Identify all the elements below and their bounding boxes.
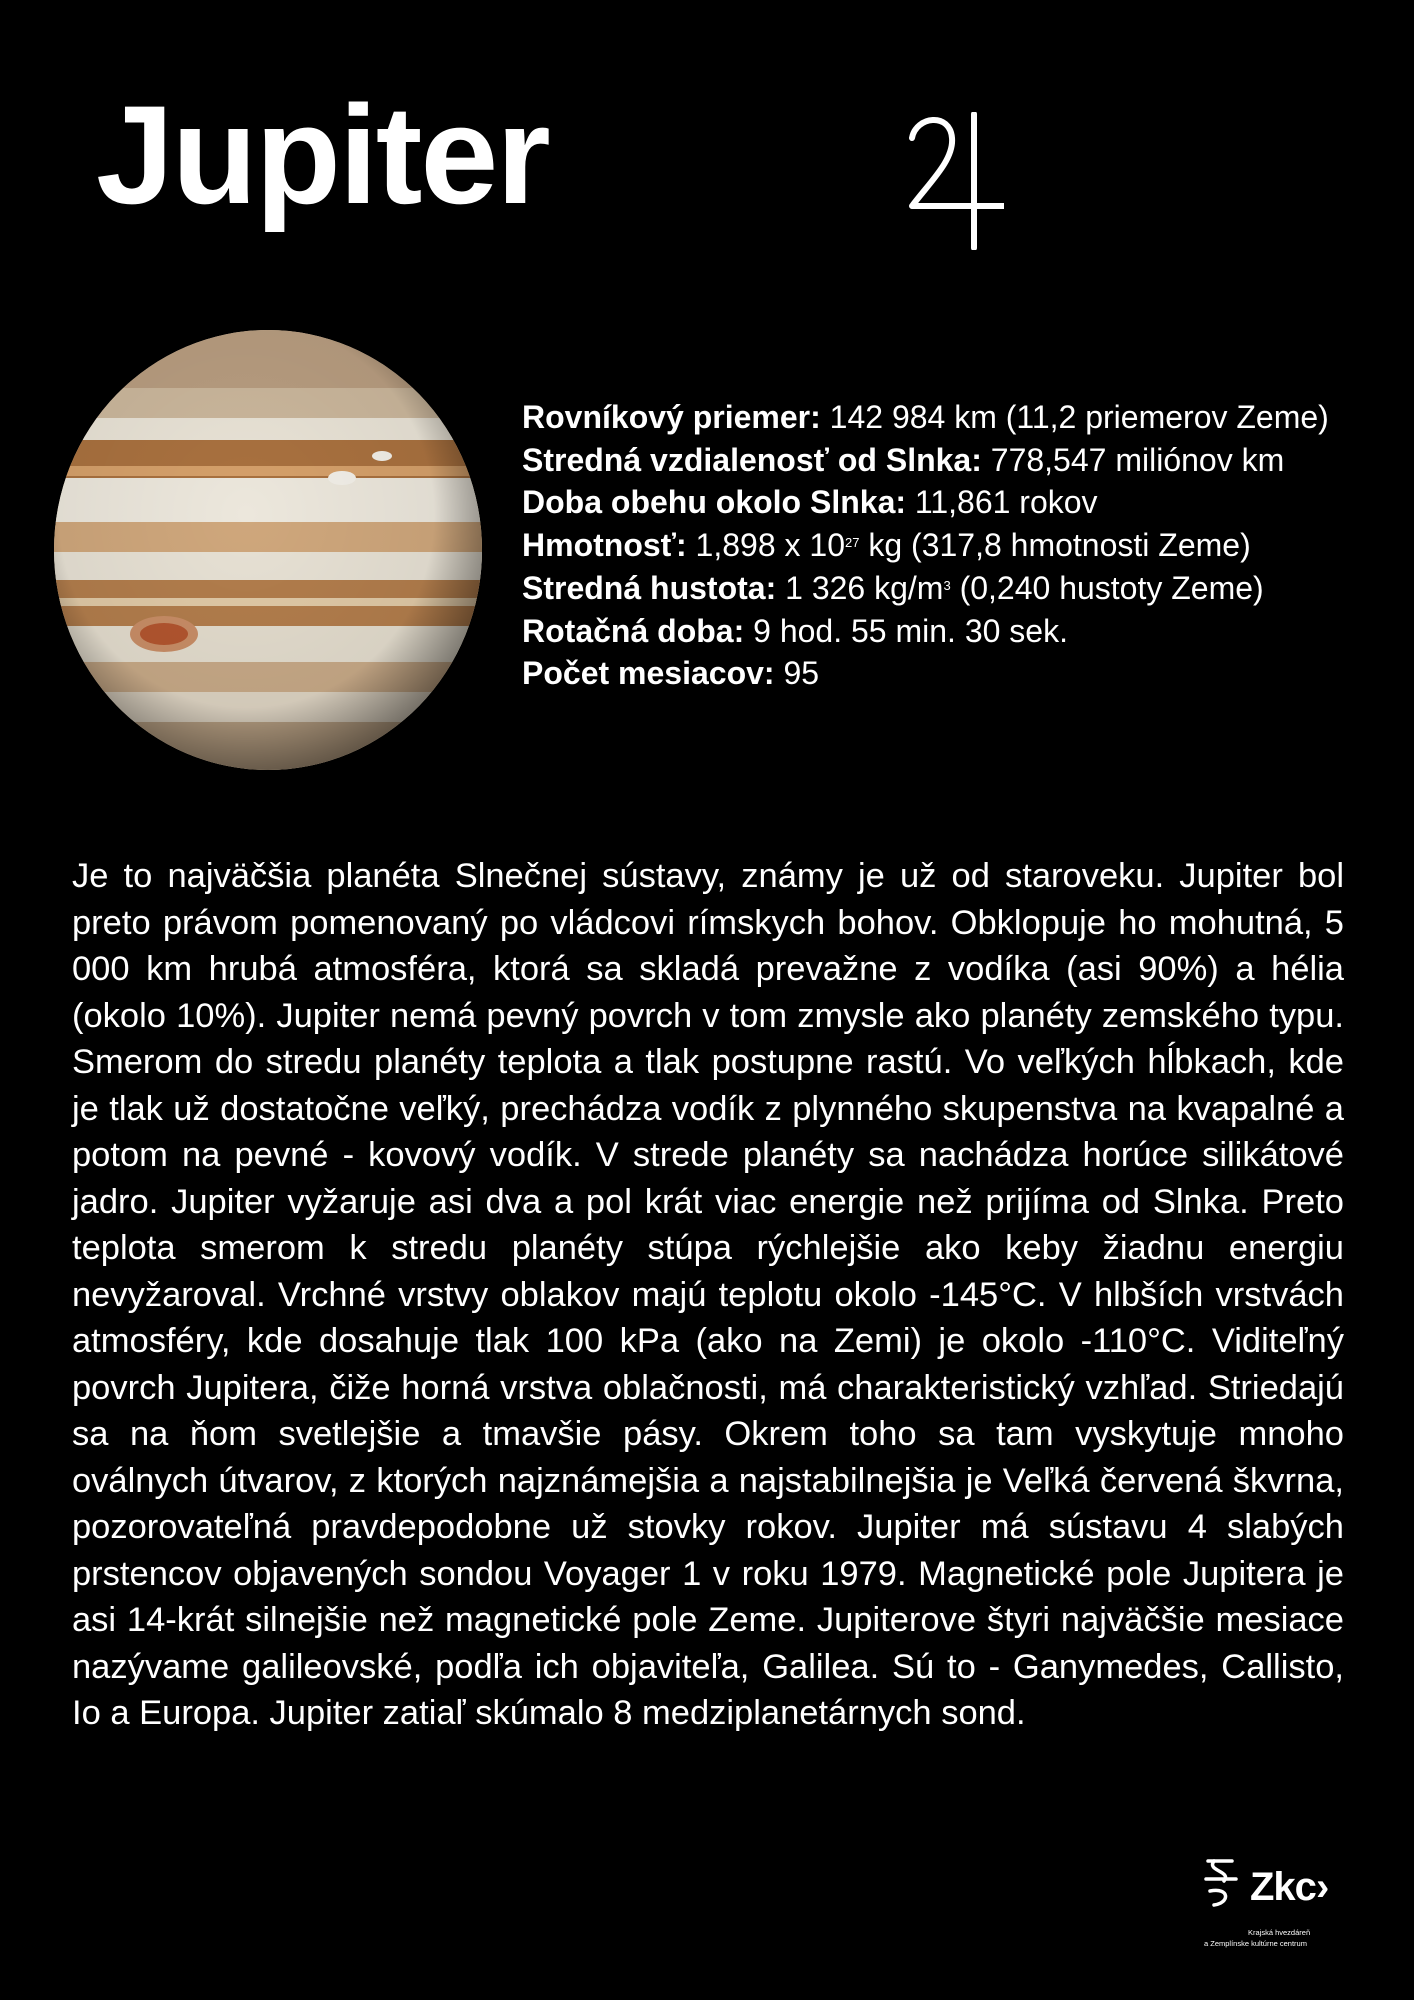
stat-value-exponent: 3: [943, 577, 951, 593]
stat-label: Stredná hustota:: [522, 569, 777, 606]
chevron-right-icon: ›: [1315, 1865, 1329, 1909]
stat-value-rest: kg (317,8 hmotnosti Zeme): [859, 527, 1251, 564]
stat-value-rest: (0,240 hustoty Zeme): [950, 569, 1264, 606]
stat-rotation-period: [522, 610, 1329, 653]
logo-subtitle-line1: Krajská hvezdáreň: [1248, 1928, 1311, 1937]
stat-moon-count: [522, 652, 1329, 695]
stat-mean-density: [522, 567, 1329, 610]
zkc-logo: [1202, 1857, 1342, 1953]
stat-label: Hmotnosť:: [522, 527, 687, 564]
stat-value: 142 984 km (11,2 priemerov Zeme): [820, 399, 1329, 435]
stat-orbital-period: [522, 481, 1329, 524]
stat-value: 95: [774, 655, 820, 692]
stat-value: 778,547 miliónov km: [981, 441, 1285, 478]
stat-value: 11,861 rokov: [906, 484, 1098, 521]
stat-label: Stredná vzdialenosť od Slnka:: [522, 441, 982, 478]
stat-value: [687, 527, 1251, 563]
planet-stats: [522, 396, 1329, 695]
stat-mean-distance: [522, 439, 1329, 482]
description-paragraph: Je to najväčšia planéta Slnečnej sústavy, známy je už od staroveku. Jupiter bol preto právom pomenovaný po vládcovi rímskych bohov. Obklopuje ho mohutná, 5 000 km hrubá atmosféra, ktorá sa skladá prevažne z vodíka (asi 90%) a hélia (okolo 10%). Jupiter nemá pevný povrch v tom zmysle ako planéty zemského typu. Smerom do stredu planéty teplota a tlak postupne rastú. Vo veľkých hĺbkach, kde je tlak už dostatočne veľký, prechádza vodík z plynného skupenstva na kvapalné a potom na pevné - kovový vodík. V strede planéty sa nachádza horúce silikátové jadro. Jupiter vyžaruje asi dva a pol krát viac energie než prijíma od Slnka. Preto teplota smerom k stredu planéty stúpa rýchlejšie ako keby žiadnu energiu nevyžaroval. Vrchné vrstvy oblakov majú teplotu okolo -145°C. V hlbších vrstvách atmosféry, kde dosahuje tlak 100 kPa (ako na Zemi) je okolo -110°C. Viditeľný povrch Jupitera, čiže horná vrstva oblačnosti, má charakteristický vzhľad. Striedajú sa na ňom svetlejšie a tmavšie pásy. Okrem toho sa tam vyskytuje mnoho oválnych útvarov, z ktorých najznámejšia a najstabilnejšia je Veľká červená škvrna, pozorovateľná pravdepodobne už stovky rokov. Jupiter má sústavu 4 slabých prstencov objavených sondou Voyager 1 v roku 1979. Magnetické pole Jupitera je asi 14-krát silnejšie než magnetické pole Zeme. Jupiterove štyri najväčšie mesiace nazývame galileovské, podľa ich objaviteľa, Galilea. Sú to - Ganymedes, Callisto, Io a Europa. Jupiter zatiaľ skúmalo 8 medziplanetárnych sond.: [72, 857, 1344, 1732]
stat-value-main: 1,898 x 10: [686, 527, 845, 564]
stat-label: Rotačná doba:: [522, 612, 745, 649]
stat-value-main: 1 326 kg/m: [776, 569, 944, 606]
stat-label: Doba obehu okolo Slnka:: [522, 484, 907, 521]
stat-value-exponent: 27: [844, 535, 860, 551]
zkc-logo-text: [1250, 1867, 1328, 1907]
jupiter-symbol-icon: [900, 112, 1004, 250]
stat-equatorial-diameter: [522, 396, 1329, 439]
stat-value: 9 hod. 55 min. 30 sek.: [744, 612, 1068, 649]
logo-subtitle-line2: a Zemplínske kultúrne centrum: [1204, 1939, 1307, 1948]
jupiter-planet-image: [52, 328, 484, 772]
zkc-logo-wordmark: Zkc: [1250, 1865, 1316, 1909]
stat-label: Počet mesiacov:: [522, 655, 775, 692]
stat-mass: [522, 524, 1329, 567]
zkc-logo-icon: [1202, 1857, 1242, 1911]
page-title: Jupiter: [96, 76, 549, 233]
stat-label: Rovníkový priemer:: [522, 399, 821, 435]
stat-value: [776, 570, 1263, 606]
